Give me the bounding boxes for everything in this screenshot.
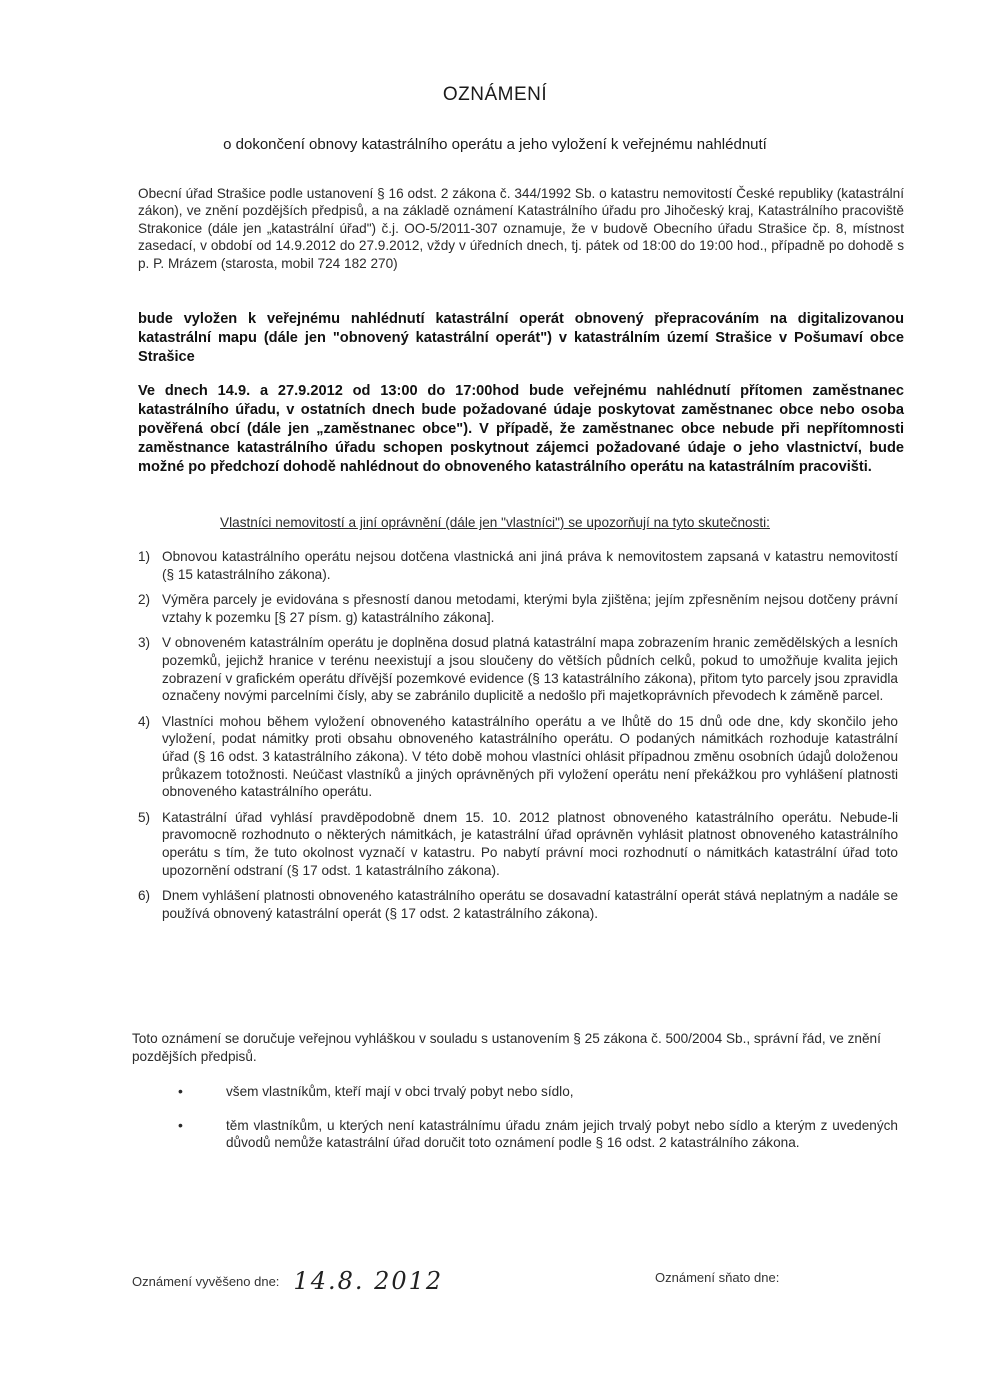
list-item [138,887,898,922]
list-item-number: 1) [138,549,151,564]
list-item-text: všem vlastníkům, kteří mají v obci trvalý pobyt nebo sídlo, [226,1084,574,1099]
list-item [178,1083,898,1101]
document-subtitle: o dokončení obnovy katastrálního operátu a jeho vyložení k veřejnému nahlédnutí [223,136,767,153]
list-item [138,548,898,583]
list-item-number: 2) [138,592,151,608]
list-item-number: 3) [138,635,151,651]
points-list [138,548,898,930]
handwritten-posted-date: 14.8. 2012 [293,1267,444,1295]
bullet-icon: • [178,1083,183,1099]
removed-date-field [655,1270,779,1285]
list-item-text: Dnem vyhlášení platnosti obnoveného katastrálního operátu se dosavadní katastrální operát stává neplatným a nadále se používá obnovený katastrální operát (§ 17 odst. 2 katastrálního zákona). [162,888,898,921]
list-item [138,634,898,704]
list-item-text: Výměra parcely je evidována s přesností danou metodami, kterými byla zjištěna; jejím zpřesněním nejsou dotčeny právní vztahy k pozemku [§ 27 písm. g) katastrálního zákona]. [162,592,898,625]
document-title: OZNÁMENÍ [442,84,548,105]
bold-paragraph-exhibition: bude vyložen k veřejnému nahlédnutí katastrální operát obnovený přepracováním na digitalizovanou katastrální mapu (dále jen "obnovený katastrální operát") v katastrálním území Strašice v Pošumaví obce Strašice [138,311,904,365]
bullet-icon: • [178,1116,183,1133]
list-item-text: Vlastníci mohou během vyložení obnoveného katastrálního operátu a ve lhůtě do 15 dnů ode dne, kdy skončilo jeho vyložení, podat námitky proti obsahu obnoveného katastrálního operátu. O podaných námitkách rozhoduje katastrální úřad (§ 16 odst. 3 katastrálního zákona). V této době mohou vlastníci ohlásit případnou změnu osobních údajů doloženou průkazem totožnosti. Neúčast vlastníků a jiných oprávněných při vyložení operátu není překážkou pro vyhlášení platnosti obnoveného katastrálního operátu. [162,713,898,800]
list-item [138,591,898,626]
list-item-text: Katastrální úřad vyhlásí pravděpodobně dnem 15. 10. 2012 platnost obnoveného katastrálního operátu. Nebude-li pravomocně rozhodnuto o některých námitkách, je katastrální úřad oprávněn vyhlásit platnost obnoveného katastrálního operátu s tím, že tuto okolnost vyznačí v katastru. Po nabytí právní moci rozhodnutí o námitkách katastrální úřad toto upozornění odstraní (§ 17 odst. 1 katastrálního zákona). [162,809,898,878]
list-item [138,713,898,801]
list-item [178,1117,898,1152]
owners-heading: Vlastníci nemovitostí a jiní oprávnění (dále jen "vlastníci") se upozorňují na tyto skutečnosti: [220,515,770,530]
closing-paragraph: Toto oznámení se doručuje veřejnou vyhláškou v souladu s ustanovením § 25 zákona č. 500/2004 Sb., správní řád, ve znění pozdějších předpisů. [132,1031,881,1064]
list-item-text: těm vlastníkům, u kterých není katastrálnímu úřadu znám jejich trvalý pobyt nebo sídlo a kterým z uvedených důvodů nemůže katastrální úřad doručit toto oznámení podle § 16 odst. 2 katastrálního zákona. [226,1117,898,1151]
list-item-text: Obnovou katastrálního operátu nejsou dotčena vlastnická ani jiná práva k nemovitostem zapsaná v katastru nemovitostí (§ 15 katastrálního zákona). [162,549,898,582]
recipients-list [178,1083,898,1168]
list-item-number: 5) [138,809,151,825]
intro-paragraph: Obecní úřad Strašice podle ustanovení § 16 odst. 2 zákona č. 344/1992 Sb. o katastru nemovitostí České republiky (katastrální zákon), ve znění pozdějších předpisů, a na základě oznámení Katastrálního úřadu pro Jihočeský kraj, Katastrálního pracoviště Strakonice (dále jen „katastrální úřad") č.j. OO-5/2011-307 oznamuje, že v budově Obecního úřadu Strašice čp. 8, místnost zasedací, v období od 14.9.2012 do 27.9.2012, vždy v úředních dnech, tj. pátek od 18:00 do 19:00 hod., případně po dohodě s p. P. Mrázem (starosta, mobil 724 182 270) [138,186,904,271]
list-item-text: V obnoveném katastrálním operátu je doplněna dosud platná katastrální mapa zobrazením hranic zemědělských a lesních pozemků, jejichž hranice v terénu neexistují a jsou sloučeny do větších půdních celků, pokud to umožňuje kvalita jejich zobrazení v grafickém operátu dřívější pozemkové evidence (§ 13 katastrálního zákona), přitom tyto parcely jsou zpravidla označeny novými parcelními čísly, aby se zabránilo duplicitě a nedošlo při majetkoprávních převodech k záměně parcel. [162,635,898,704]
list-item-number: 6) [138,888,151,904]
list-item-number: 4) [138,713,151,729]
bold-paragraph-attendance: Ve dnech 14.9. a 27.9.2012 od 13:00 do 17:00hod bude veřejnému nahlédnutí přítomen zaměstnanec katastrálního úřadu, v ostatních dnech bude požadované údaje poskytovat zaměstnanec obce nebo osoba pověřená obcí (dále jen „zaměstnanec obce"). V případě, že zaměstnanec obce nebude při nepřítomnosti zaměstnance katastrálního úřadu schopen poskytnout zájemci požadované údaje o jeho vlastnictví, bude možné po předchozí dohodě nahlédnout do obnoveného katastrálního operátu na katastrálním pracovišti. [138,383,904,475]
posted-label: Oznámení vyvěšeno dne: [132,1274,280,1289]
list-item [138,809,898,879]
removed-label: Oznámení sňato dne: [655,1270,780,1285]
posted-date-field [132,1267,443,1295]
